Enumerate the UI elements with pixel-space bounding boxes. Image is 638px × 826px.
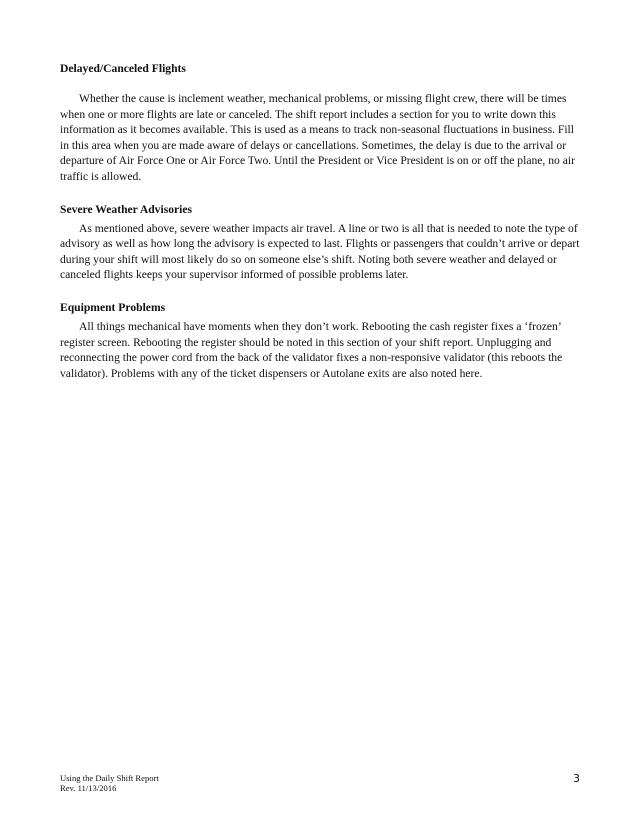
section-delayed-canceled-flights [60,61,580,185]
section-heading: Equipment Problems [60,300,166,314]
section-heading: Delayed/Canceled Flights [60,62,186,75]
section-heading: Severe Weather Advisories [60,202,193,216]
section-paragraph: As mentioned above, severe weather impacts air travel. A line or two is all that is needed to note the type of advisory as well as how long the advisory is expected to last. Flights or passengers that couldn’t arrive or depart during your shift will most likely do so on someone else’s shift. Noting both severe weather and delayed or canceled flights keeps your supervisor informed of possible problems later. [60,221,580,282]
page-footer [60,773,580,793]
footer-text [60,773,580,793]
page-number: 3 [573,772,580,785]
section-severe-weather-advisories [60,202,580,283]
footer-revision: Rev. 11/13/2016 [60,783,117,793]
section-paragraph: Whether the cause is inclement weather, mechanical problems, or missing flight crew, there will be times when one or more flights are late or canceled. The shift report includes a section for you to write down this information as it becomes available. This is used as a means to track non-seasonal fluctuations in business. Fill in this area when you are made aware of delays or cancellations. Sometimes, the delay is due to the arrival or departure of Air Force One or Air Force Two. Until the President or Vice President is on or off the plane, no air traffic is allowed. [60,92,575,183]
page-content [60,61,580,381]
section-equipment-problems [60,300,580,381]
section-paragraph: All things mechanical have moments when they don’t work. Rebooting the cash register fixes a ‘frozen’ register screen. Rebooting the register should be noted in this section of your shift report. Unplugging and reconnecting the power cord from the back of the validator fixes a non-responsive validator (this reboots the validator). Problems with any of the ticket dispensers or Autolane exits are also noted here. [60,319,563,380]
footer-document-title: Using the Daily Shift Report [60,773,159,783]
